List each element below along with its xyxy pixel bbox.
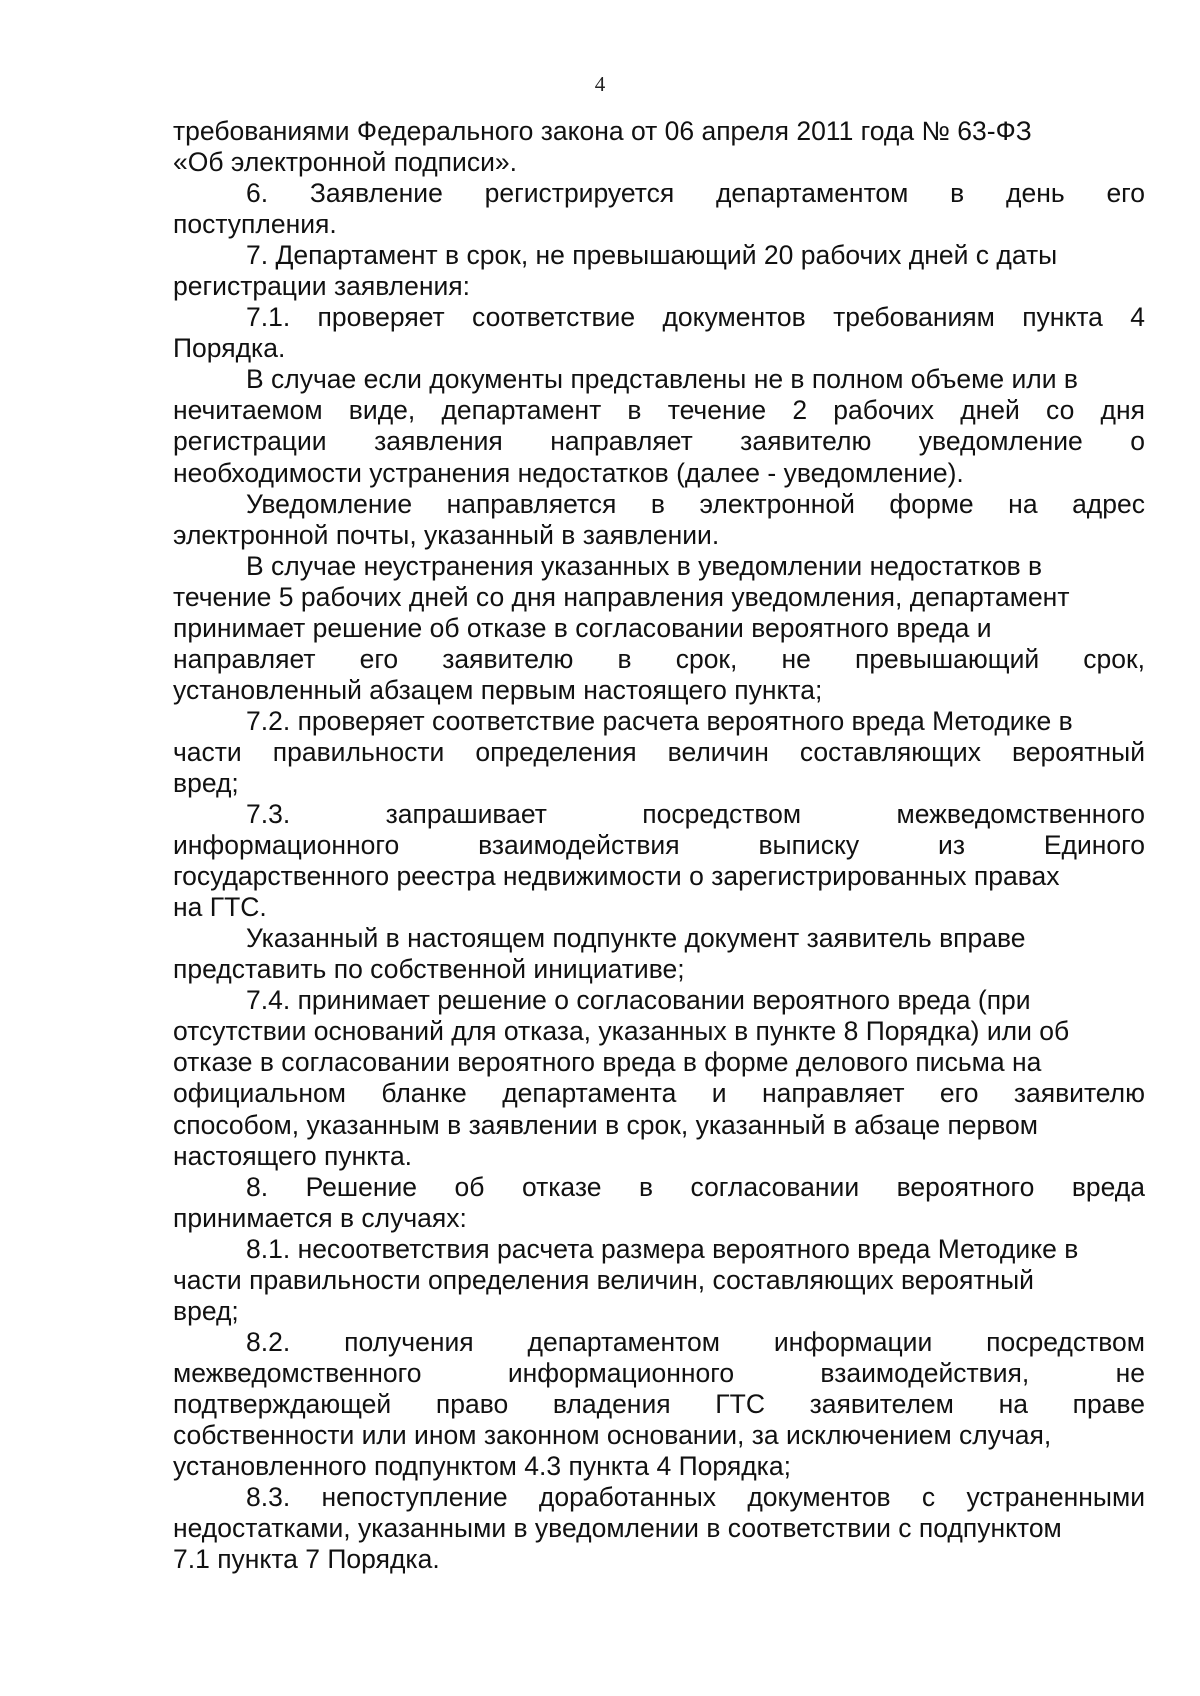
text-line: государственного реестра недвижимости о зарегистрированных правах — [173, 861, 1060, 892]
text-line: регистрации заявления направляет заявителю уведомление о — [173, 426, 1145, 457]
text-line: «Об электронной подписи». — [173, 147, 517, 178]
text-line: установленный абзацем первым настоящего пункта; — [173, 674, 823, 705]
text-line: настоящего пункта. — [173, 1140, 413, 1171]
text-line: установленного подпунктом 4.3 пункта 4 Порядка; — [173, 1451, 791, 1482]
text-line: собственности или ином законном основании, за исключением случая, — [173, 1419, 1052, 1450]
text-line: течение 5 рабочих дней со дня направления уведомления, департамент — [173, 581, 1070, 612]
text-line: Указанный в настоящем подпункте документ заявитель вправе — [246, 923, 1026, 954]
text-line: межведомственного информационного взаимодействия, не — [173, 1357, 1145, 1388]
text-line: принимает решение об отказе в согласовании вероятного вреда и — [173, 612, 992, 643]
text-line: 8.1. несоответствия расчета размера вероятного вреда Методике в — [246, 1233, 1079, 1264]
text-line: 7.1 пункта 7 Порядка. — [173, 1544, 440, 1575]
text-line: В случае неустранения указанных в уведомлении недостатков в — [246, 550, 1043, 581]
document-body — [173, 116, 1145, 1575]
text-line: официальном бланке департамента и направляет его заявителю — [173, 1078, 1145, 1109]
text-line: поступления. — [173, 209, 337, 240]
text-line: способом, указанным в заявлении в срок, указанный в абзаце первом — [173, 1109, 1039, 1140]
text-line: 7.2. проверяет соответствие расчета вероятного вреда Методике в — [246, 705, 1073, 736]
text-line: подтверждающей право владения ГТС заявителем на праве — [173, 1388, 1145, 1419]
text-line: вред; — [173, 767, 239, 798]
text-line: представить по собственной инициативе; — [173, 954, 685, 985]
text-line: 8. Решение об отказе в согласовании вероятного вреда — [246, 1171, 1145, 1202]
text-line: 7.3. запрашивает посредством межведомственного — [246, 799, 1145, 830]
text-line: необходимости устранения недостатков (далее - уведомление). — [173, 457, 964, 488]
text-line: информационного взаимодействия выписку из Единого — [173, 830, 1145, 861]
text-line: нечитаемом виде, департамент в течение 2 рабочих дней со дня — [173, 395, 1145, 426]
text-line: электронной почты, указанный в заявлении. — [173, 519, 720, 550]
text-line: на ГТС. — [173, 892, 267, 923]
text-line: Порядка. — [173, 333, 286, 364]
text-line: вред; — [173, 1295, 239, 1326]
text-line: Уведомление направляется в электронной форме на адрес — [246, 488, 1145, 519]
text-line: 6. Заявление регистрируется департаментом в день его — [246, 178, 1145, 209]
text-line: В случае если документы представлены не в полном объеме или в — [246, 364, 1078, 395]
text-line: 7.4. принимает решение о согласовании вероятного вреда (при — [246, 985, 1031, 1016]
text-line: 7. Департамент в срок, не превышающий 20 рабочих дней с даты — [246, 240, 1058, 271]
text-line: части правильности определения величин составляющих вероятный — [173, 736, 1145, 767]
text-line: недостатками, указанными в уведомлении в соответствии с подпунктом — [173, 1513, 1062, 1544]
text-line: 8.3. непоступление доработанных документов с устраненными — [246, 1482, 1145, 1513]
text-line: направляет его заявителю в срок, не превышающий срок, — [173, 643, 1145, 674]
text-line: принимается в случаях: — [173, 1202, 467, 1233]
text-line: отсутствии оснований для отказа, указанных в пункте 8 Порядка) или об — [173, 1016, 1070, 1047]
text-line: части правильности определения величин, составляющих вероятный — [173, 1264, 1034, 1295]
text-line: 7.1. проверяет соответствие документов требованиям пункта 4 — [246, 302, 1145, 333]
text-line: 8.2. получения департаментом информации посредством — [246, 1326, 1145, 1357]
text-line: регистрации заявления: — [173, 271, 471, 302]
page-number: 4 — [594, 72, 606, 96]
text-line: требованиями Федерального закона от 06 апреля 2011 года № 63-ФЗ — [173, 116, 1032, 146]
text-line: отказе в согласовании вероятного вреда в форме делового письма на — [173, 1047, 1042, 1078]
